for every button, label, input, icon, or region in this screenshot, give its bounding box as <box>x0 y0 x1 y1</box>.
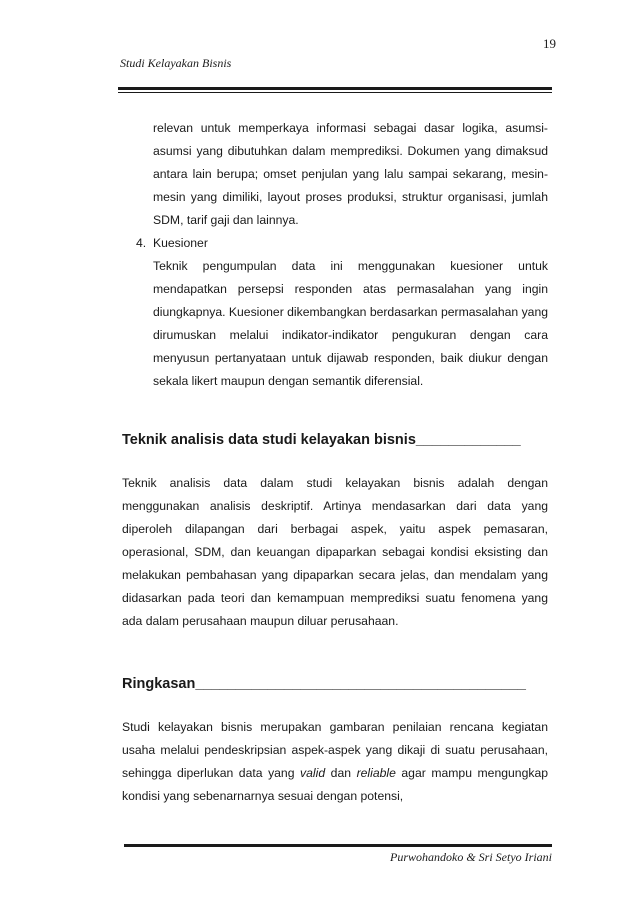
list-item-kuesioner <box>122 232 548 393</box>
list-item-title: Kuesioner <box>153 236 208 250</box>
header-rule-thick <box>118 87 552 90</box>
ringkasan-text-part2: agar mampu mengungkap kondisi yang sebenarnarnya sesuai dengan potensi, <box>122 766 548 803</box>
list-item-number: 4. <box>136 236 147 250</box>
page-number: 19 <box>543 36 556 51</box>
continued-paragraph: relevan untuk memperkaya informasi sebagai dasar logika, asumsi-asumsi yang dibutuhkan dalam memprediksi. Dokumen yang dimaksud antara lain berupa; omset penjulan yang lalu sampai sekarang, mesin-mesin yang dimiliki, layout proses produksi, struktur organisasi, jumlah SDM, tarif gaji dan lainnya. <box>153 121 548 227</box>
footer-rule <box>124 844 552 847</box>
ringkasan-em-reliable: reliable <box>356 766 396 780</box>
section-paragraph-analisis: Teknik analisis data dalam studi kelayakan bisnis adalah dengan menggunakan analisis deskriptif. Artinya mendasarkan dari data yang diperoleh dilapangan dari berbagai aspek, yaitu aspek pemasaran, operasional, SDM, dan keuangan dipaparkan sebagai kondisi eksisting dan melakukan pembahasan yang dipaparkan secara jelas, dan mendalam yang didasarkan pada teori dan kemampuan memprediksi suatu fenomena yang ada dalam perusahaan maupun diluar perusahaan. <box>122 476 548 628</box>
ringkasan-em-valid: valid <box>300 766 326 780</box>
header-rule-thin <box>118 92 552 93</box>
list-item-text: Teknik pengumpulan data ini menggunakan kuesioner untuk mendapatkan persepsi responden atas permasalahan yang ingin diungkapnya. Kuesioner dikembangkan berdasarkan permasalahan yang dirumuskan melalui indikator-indikator pengukuran dengan cara menyusun pertanyataan untuk dijawab responden, baik diukur dengan sekala likert maupun dengan semantik diferensial. <box>153 259 549 388</box>
ringkasan-text-part1: Studi kelayakan bisnis merupakan gambaran penilaian rencana kegiatan usaha melalui pendeskripsian aspek-aspek yang dikaji di suatu perusahaan, sehingga diperlukan data yang <box>122 720 548 780</box>
running-head-title: Studi Kelayakan Bisnis <box>120 56 232 70</box>
section-heading-ringkasan: Ringkasan_________________________________________ <box>122 676 526 692</box>
ringkasan-text-and: dan <box>325 766 357 780</box>
page-body <box>122 117 548 808</box>
section-heading-analisis: Teknik analisis data studi kelayakan bisnis_____________ <box>122 432 521 448</box>
footer-authors: Purwohandoko & Sri Setyo Iriani <box>390 850 552 864</box>
section-paragraph-ringkasan <box>122 716 548 808</box>
